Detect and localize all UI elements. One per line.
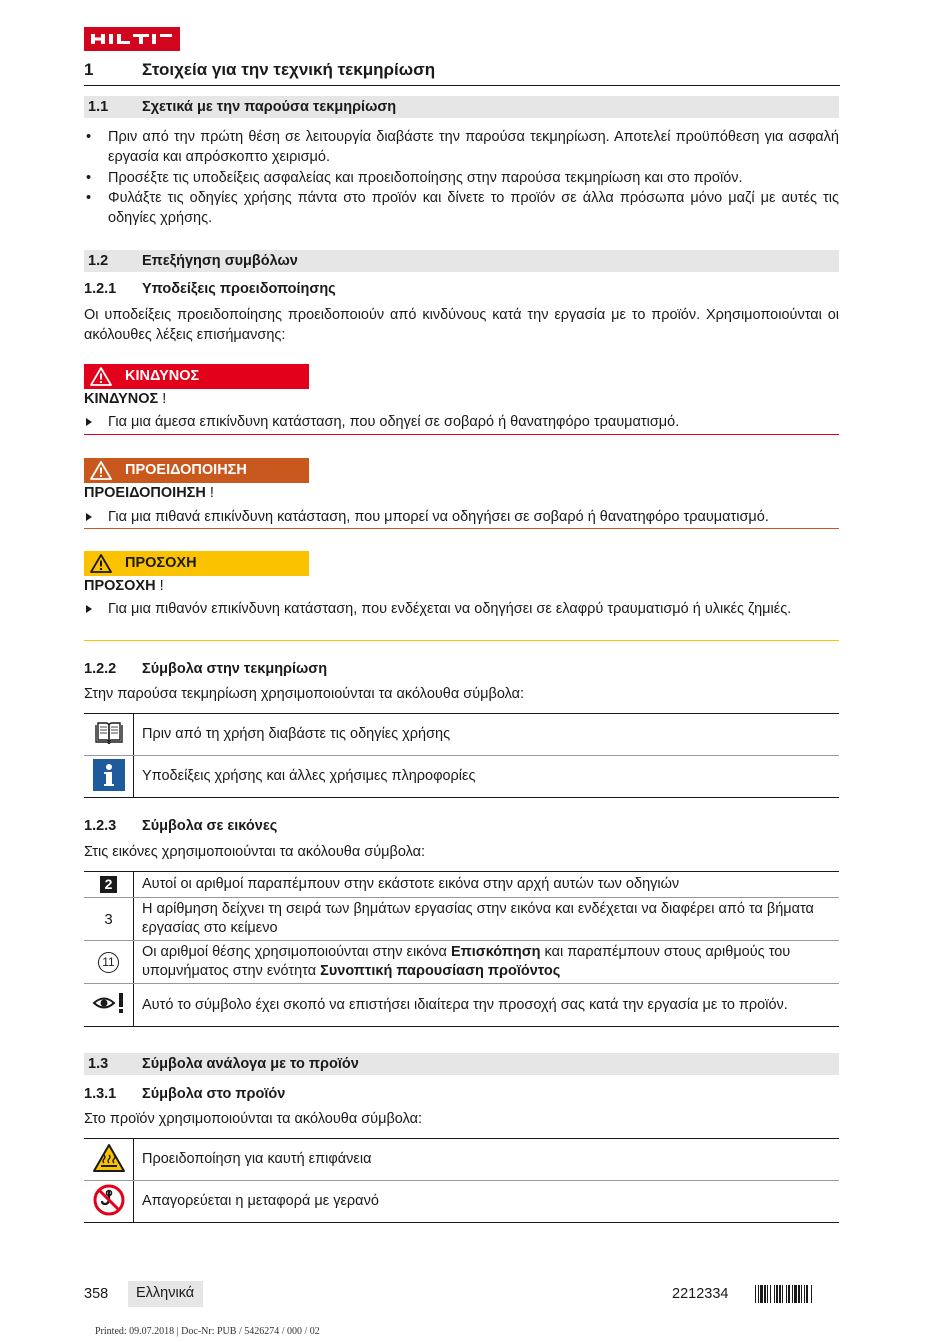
table-row <box>84 756 839 798</box>
section-1-2-heading <box>84 250 839 272</box>
section-number: 1.2 <box>88 253 109 269</box>
signal-word-mark: ! <box>155 578 164 594</box>
symbol-cell <box>84 1139 134 1181</box>
warning-signal-banner <box>84 458 309 483</box>
bold-term: Επισκόπηση <box>450 944 541 960</box>
section-1-3-1-heading <box>84 1086 839 1106</box>
section-title: Υποδείξεις προειδοποίησης <box>142 281 336 297</box>
symbol-description <box>134 941 840 984</box>
caution-rule <box>84 640 839 641</box>
barcode-icon <box>755 1285 839 1303</box>
section-1-heading <box>84 60 840 86</box>
symbol-cell <box>84 1181 134 1223</box>
signal-word-mark: ! <box>205 485 214 501</box>
symbol-description: Αυτό το σύμβολο έχει σκοπό να επιστήσει ιδιαίτερα την προσοχή σας κατά την εργασία με το προϊόν. <box>134 984 840 1027</box>
bullet-dot: • <box>86 170 92 186</box>
section-number: 1.2.3 <box>84 818 117 834</box>
table-row <box>84 714 839 756</box>
info-icon <box>93 759 125 791</box>
signal-text: Για μια άμεσα επικίνδυνη κατάσταση, που οδηγεί σε σοβαρό ή θανατηφόρο τραυματισμό. <box>108 414 680 430</box>
table-row <box>84 1181 839 1223</box>
signal-text: Για μια πιθανόν επικίνδυνη κατάσταση, που ενδέχεται να οδηγήσει σε ελαφρύ τραυματισμό ή υλικές ζημιές. <box>108 601 792 617</box>
table-row <box>84 1139 839 1181</box>
section-number: 1.2.2 <box>84 661 117 677</box>
section-title: Στοιχεία για την τεχνική τεκμηρίωση <box>142 60 436 79</box>
table-row <box>84 984 839 1027</box>
print-info: Printed: 09.07.2018 | Doc-Nr: PUB / 5426274 / 000 / 02 <box>95 1326 320 1337</box>
symbol-cell <box>84 756 134 798</box>
danger-rule <box>84 434 839 435</box>
signal-description <box>84 507 839 527</box>
page-number: 358 <box>84 1286 109 1302</box>
manual-book-icon <box>94 721 124 745</box>
section-title: Σύμβολα ανάλογα με το προϊόν <box>142 1056 359 1072</box>
section-number: 1.3 <box>88 1056 109 1072</box>
paragraph: Στο προϊόν χρησιμοποιούνται τα ακόλουθα σύμβολα: <box>84 1111 423 1127</box>
language-tag <box>128 1281 203 1307</box>
section-number: 1.3.1 <box>84 1086 117 1102</box>
paragraph: Στις εικόνες χρησιμοποιούνται τα ακόλουθα σύμβολα: <box>84 844 426 860</box>
figure-number-icon: 2 <box>100 876 117 893</box>
list-item <box>84 168 839 188</box>
section-1-3-heading <box>84 1053 839 1075</box>
section-title: Επεξήγηση συμβόλων <box>142 253 298 269</box>
arrow-bullet-icon <box>86 418 92 426</box>
symbol-description: Υποδείξεις χρήσης και άλλες χρήσιμες πληροφορίες <box>134 756 840 798</box>
signal-word <box>84 578 164 594</box>
section-title: Σύμβολα στην τεκμηρίωση <box>142 661 328 677</box>
text-run: και παραπέμπουν στους αριθμούς του υπομνήματος στην ενότητα <box>142 944 791 979</box>
symbol-cell <box>84 984 134 1027</box>
language-label: Ελληνικά <box>136 1285 195 1301</box>
section-title: Σχετικά με την παρούσα τεκμηρίωση <box>142 99 397 115</box>
symbol-cell <box>84 714 134 756</box>
signal-word-text: ΚΙΝΔΥΝΟΣ <box>84 391 159 407</box>
signal-label: ΠΡΟΣΟΧΗ <box>125 555 197 571</box>
paragraph: Στην παρούσα τεκμηρίωση χρησιμοποιούνται τα ακόλουθα σύμβολα: <box>84 686 525 702</box>
section-title: Σύμβολα στο προϊόν <box>142 1086 286 1102</box>
paragraph: Οι υποδείξεις προειδοποίησης προειδοποιούν από κινδύνους κατά την εργασία με το προϊόν. Χρησιμοποιούνται οι ακόλουθες λέξεις επισήμανσης: <box>84 307 839 343</box>
symbol-description: Η αρίθμηση δείχνει τη σειρά των βημάτων εργασίας στην εικόνα και ενδέχεται να διαφέρει από τα βήματα εργασίας στο κείμενο <box>134 898 840 941</box>
list-item-text: Προσέξτε τις υποδείξεις ασφαλείας και προειδοποίησης στην παρούσα τεκμηρίωση και στο προϊόν. <box>108 170 743 186</box>
section-number: 1.2.1 <box>84 281 117 297</box>
signal-word-text: ΠΡΟΕΙΔΟΠΟΙΗΣΗ <box>84 485 206 501</box>
symbol-cell <box>84 941 134 984</box>
signal-word-mark: ! <box>158 391 167 407</box>
warning-triangle-icon <box>90 554 112 573</box>
document-symbols-table <box>84 713 839 798</box>
warning-rule <box>84 528 839 529</box>
bullet-dot: • <box>86 129 92 145</box>
warning-triangle-icon <box>90 461 112 480</box>
section-1-2-3-heading <box>84 818 839 838</box>
symbol-description: Αυτοί οι αριθμοί παραπέμπουν στην εκάστοτε εικόνα στην αρχή αυτών των οδηγιών <box>134 872 840 898</box>
symbol-description: Πριν από τη χρήση διαβάστε τις οδηγίες χρήσης <box>134 714 840 756</box>
no-crane-transport-icon <box>93 1184 125 1216</box>
signal-description <box>84 599 839 639</box>
section-1-2-1-heading <box>84 281 839 301</box>
arrow-bullet-icon <box>86 513 92 521</box>
list-item-text: Πριν από την πρώτη θέση σε λειτουργία διαβάστε την παρούσα τεκμηρίωση. Αποτελεί προϋπόθεση για ασφαλή εργασία και απρόσκοπτο χειρισμό. <box>108 129 839 165</box>
bold-term: Συνοπτική παρουσίαση προϊόντος <box>320 963 561 979</box>
section-number: 1 <box>84 60 94 79</box>
list-item <box>84 127 839 167</box>
caution-signal-banner <box>84 551 309 576</box>
signal-description <box>84 412 839 432</box>
symbol-description: Προειδοποίηση για καυτή επιφάνεια <box>134 1139 840 1181</box>
signal-word <box>84 391 166 407</box>
table-row <box>84 898 839 941</box>
symbol-cell <box>84 898 134 941</box>
section-number: 1.1 <box>88 99 109 115</box>
hilti-logo-mark <box>84 27 180 51</box>
step-number: 3 <box>104 910 113 928</box>
hilti-logo <box>84 27 180 51</box>
item-number-icon: 11 <box>98 952 119 973</box>
symbol-cell <box>84 872 134 898</box>
warning-triangle-icon <box>90 367 112 386</box>
symbol-description: Απαγορεύεται η μεταφορά με γερανό <box>134 1181 840 1223</box>
list-item-text: Φυλάξτε τις οδηγίες χρήσης πάντα στο προϊόν και δίνετε το προϊόν σε άλλα πρόσωπα μόνο μαζί με αυτές τις οδηγίες χρήσης. <box>108 190 839 226</box>
hot-surface-warning-icon <box>92 1143 126 1173</box>
attention-eye-icon <box>92 991 126 1015</box>
signal-label: ΠΡΟΕΙΔΟΠΟΙΗΣΗ <box>125 462 247 478</box>
bullet-dot: • <box>86 190 92 206</box>
figure-symbols-table <box>84 871 839 1027</box>
signal-text: Για μια πιθανά επικίνδυνη κατάσταση, που μπορεί να οδηγήσει σε σοβαρό ή θανατηφόρο τραυματισμό. <box>108 509 769 525</box>
document-code: 2212334 <box>672 1286 729 1302</box>
product-symbols-table <box>84 1138 839 1223</box>
section-1-1-heading <box>84 96 839 118</box>
signal-label: ΚΙΝΔΥΝΟΣ <box>125 368 200 384</box>
text-run: Οι αριθμοί θέσης χρησιμοποιούνται στην εικόνα <box>142 944 451 960</box>
table-row <box>84 872 839 898</box>
signal-word-text: ΠΡΟΣΟΧΗ <box>84 578 156 594</box>
section-1-2-2-heading <box>84 661 839 681</box>
signal-word <box>84 485 214 501</box>
list-item <box>84 188 839 228</box>
arrow-bullet-icon <box>86 605 92 613</box>
section-title: Σύμβολα σε εικόνες <box>142 818 278 834</box>
table-row <box>84 941 839 984</box>
danger-signal-banner <box>84 364 309 389</box>
